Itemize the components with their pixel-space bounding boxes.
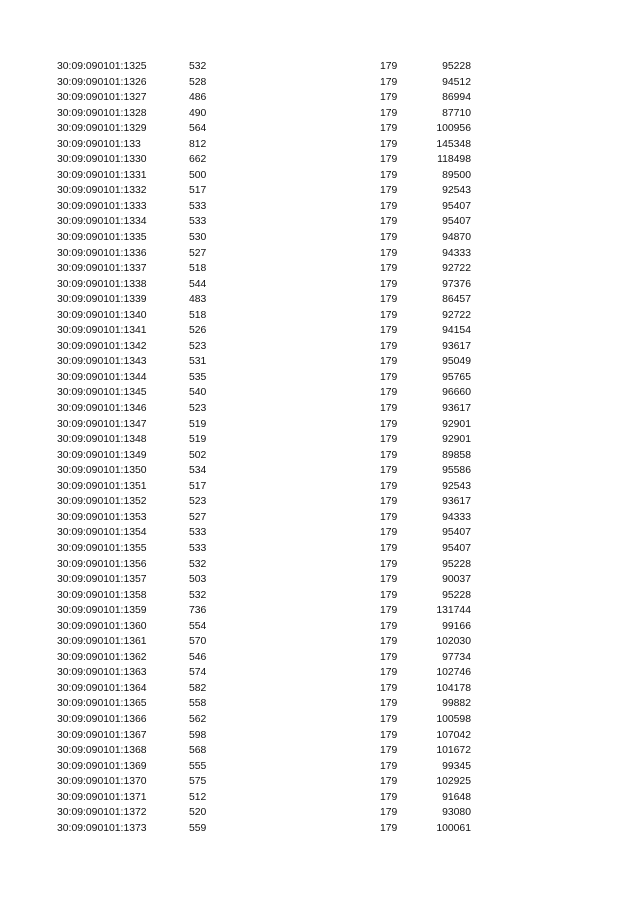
area-cell: 534 xyxy=(189,465,207,477)
table-row xyxy=(0,401,640,417)
area-cell: 533 xyxy=(189,527,207,539)
table-row xyxy=(0,246,640,262)
table-row xyxy=(0,308,640,324)
table-row xyxy=(0,354,640,370)
rate-cell: 179 xyxy=(380,154,398,166)
value-cell: 97376 xyxy=(442,278,471,290)
table-row xyxy=(0,106,640,122)
table-row xyxy=(0,821,640,837)
rate-cell: 179 xyxy=(380,791,398,803)
rate-cell: 179 xyxy=(380,480,398,492)
area-cell: 486 xyxy=(189,92,207,104)
table-row xyxy=(0,572,640,588)
rate-cell: 179 xyxy=(380,745,398,757)
table-row xyxy=(0,728,640,744)
value-cell: 101672 xyxy=(436,745,471,757)
area-cell: 570 xyxy=(189,636,207,648)
table-row xyxy=(0,510,640,526)
area-cell: 512 xyxy=(189,791,207,803)
rate-cell: 179 xyxy=(380,247,398,259)
table-row xyxy=(0,619,640,635)
rate-cell: 179 xyxy=(380,325,398,337)
area-cell: 558 xyxy=(189,698,207,710)
area-cell: 662 xyxy=(189,154,207,166)
rate-cell: 179 xyxy=(380,449,398,461)
rate-cell: 179 xyxy=(380,200,398,212)
table-row xyxy=(0,432,640,448)
area-cell: 500 xyxy=(189,169,207,181)
area-cell: 555 xyxy=(189,760,207,772)
cadastral-number-cell: 30:09:090101:1346 xyxy=(57,403,147,415)
cadastral-number-cell: 30:09:090101:1360 xyxy=(57,620,147,632)
value-cell: 99166 xyxy=(442,620,471,632)
area-cell: 517 xyxy=(189,185,207,197)
rate-cell: 179 xyxy=(380,371,398,383)
cadastral-number-cell: 30:09:090101:1327 xyxy=(57,92,147,104)
area-cell: 523 xyxy=(189,403,207,415)
cadastral-number-cell: 30:09:090101:1364 xyxy=(57,682,147,694)
value-cell: 94512 xyxy=(442,76,471,88)
value-cell: 95407 xyxy=(442,542,471,554)
table-row xyxy=(0,121,640,137)
area-cell: 568 xyxy=(189,745,207,757)
rate-cell: 179 xyxy=(380,185,398,197)
table-row xyxy=(0,339,640,355)
rate-cell: 179 xyxy=(380,620,398,632)
table-row xyxy=(0,137,640,153)
value-cell: 99882 xyxy=(442,698,471,710)
value-cell: 102030 xyxy=(436,636,471,648)
area-cell: 533 xyxy=(189,200,207,212)
cadastral-number-cell: 30:09:090101:133 xyxy=(57,138,141,150)
area-cell: 533 xyxy=(189,542,207,554)
table-row xyxy=(0,448,640,464)
cadastral-number-cell: 30:09:090101:1371 xyxy=(57,791,147,803)
rate-cell: 179 xyxy=(380,263,398,275)
area-cell: 582 xyxy=(189,682,207,694)
value-cell: 94870 xyxy=(442,232,471,244)
cadastral-number-cell: 30:09:090101:1356 xyxy=(57,558,147,570)
area-cell: 533 xyxy=(189,216,207,228)
rate-cell: 179 xyxy=(380,822,398,834)
cadastral-number-cell: 30:09:090101:1368 xyxy=(57,745,147,757)
area-cell: 530 xyxy=(189,232,207,244)
area-cell: 490 xyxy=(189,107,207,119)
table-row xyxy=(0,75,640,91)
cadastral-number-cell: 30:09:090101:1334 xyxy=(57,216,147,228)
cadastral-number-cell: 30:09:090101:1353 xyxy=(57,511,147,523)
rate-cell: 179 xyxy=(380,542,398,554)
rate-cell: 179 xyxy=(380,92,398,104)
table-row xyxy=(0,805,640,821)
cadastral-number-cell: 30:09:090101:1372 xyxy=(57,807,147,819)
table-row xyxy=(0,59,640,75)
rate-cell: 179 xyxy=(380,558,398,570)
table-row xyxy=(0,665,640,681)
value-cell: 92901 xyxy=(442,434,471,446)
value-cell: 95049 xyxy=(442,356,471,368)
value-cell: 93617 xyxy=(442,496,471,508)
value-cell: 94333 xyxy=(442,247,471,259)
table-row xyxy=(0,417,640,433)
area-cell: 562 xyxy=(189,713,207,725)
rate-cell: 179 xyxy=(380,511,398,523)
rate-cell: 179 xyxy=(380,605,398,617)
cadastral-number-cell: 30:09:090101:1373 xyxy=(57,822,147,834)
area-cell: 519 xyxy=(189,418,207,430)
value-cell: 100956 xyxy=(436,123,471,135)
cadastral-number-cell: 30:09:090101:1358 xyxy=(57,589,147,601)
value-cell: 118498 xyxy=(437,154,471,166)
cadastral-number-cell: 30:09:090101:1340 xyxy=(57,309,147,321)
table-row xyxy=(0,463,640,479)
table-row xyxy=(0,292,640,308)
area-cell: 540 xyxy=(189,387,207,399)
value-cell: 90037 xyxy=(442,574,471,586)
value-cell: 95407 xyxy=(442,200,471,212)
cadastral-number-cell: 30:09:090101:1363 xyxy=(57,667,147,679)
cadastral-number-cell: 30:09:090101:1359 xyxy=(57,605,147,617)
value-cell: 92901 xyxy=(442,418,471,430)
rate-cell: 179 xyxy=(380,356,398,368)
value-cell: 92543 xyxy=(442,480,471,492)
value-cell: 89500 xyxy=(442,169,471,181)
value-cell: 92722 xyxy=(442,309,471,321)
cadastral-number-cell: 30:09:090101:1338 xyxy=(57,278,147,290)
cadastral-number-cell: 30:09:090101:1331 xyxy=(57,169,147,181)
cadastral-number-cell: 30:09:090101:1349 xyxy=(57,449,147,461)
value-cell: 131744 xyxy=(436,605,471,617)
table-row xyxy=(0,277,640,293)
rate-cell: 179 xyxy=(380,667,398,679)
table-row xyxy=(0,588,640,604)
area-cell: 526 xyxy=(189,325,207,337)
rate-cell: 179 xyxy=(380,682,398,694)
value-cell: 95228 xyxy=(442,558,471,570)
table-row xyxy=(0,790,640,806)
table-row xyxy=(0,370,640,386)
value-cell: 93617 xyxy=(442,403,471,415)
value-cell: 94333 xyxy=(442,511,471,523)
rate-cell: 179 xyxy=(380,527,398,539)
area-cell: 503 xyxy=(189,574,207,586)
cadastral-number-cell: 30:09:090101:1329 xyxy=(57,123,147,135)
cadastral-number-cell: 30:09:090101:1341 xyxy=(57,325,147,337)
table-row xyxy=(0,90,640,106)
rate-cell: 179 xyxy=(380,776,398,788)
value-cell: 95228 xyxy=(442,589,471,601)
rate-cell: 179 xyxy=(380,636,398,648)
cadastral-number-cell: 30:09:090101:1355 xyxy=(57,542,147,554)
area-cell: 575 xyxy=(189,776,207,788)
value-cell: 145348 xyxy=(436,138,471,150)
cadastral-number-cell: 30:09:090101:1365 xyxy=(57,698,147,710)
cadastral-number-cell: 30:09:090101:1342 xyxy=(57,340,147,352)
value-cell: 86457 xyxy=(442,294,471,306)
cadastral-number-cell: 30:09:090101:1348 xyxy=(57,434,147,446)
rate-cell: 179 xyxy=(380,418,398,430)
table-row xyxy=(0,494,640,510)
rate-cell: 179 xyxy=(380,309,398,321)
rate-cell: 179 xyxy=(380,729,398,741)
table-row xyxy=(0,479,640,495)
rate-cell: 179 xyxy=(380,123,398,135)
value-cell: 92543 xyxy=(442,185,471,197)
value-cell: 100061 xyxy=(436,822,471,834)
area-cell: 532 xyxy=(189,558,207,570)
area-cell: 559 xyxy=(189,822,207,834)
area-cell: 736 xyxy=(189,605,207,617)
table-row xyxy=(0,214,640,230)
table-row xyxy=(0,681,640,697)
table-row xyxy=(0,557,640,573)
value-cell: 93080 xyxy=(442,807,471,819)
table-row xyxy=(0,385,640,401)
rate-cell: 179 xyxy=(380,760,398,772)
rate-cell: 179 xyxy=(380,216,398,228)
value-cell: 93617 xyxy=(442,340,471,352)
cadastral-number-cell: 30:09:090101:1345 xyxy=(57,387,147,399)
area-cell: 598 xyxy=(189,729,207,741)
rate-cell: 179 xyxy=(380,76,398,88)
rate-cell: 179 xyxy=(380,713,398,725)
value-cell: 96660 xyxy=(442,387,471,399)
area-cell: 523 xyxy=(189,496,207,508)
rate-cell: 179 xyxy=(380,169,398,181)
value-cell: 99345 xyxy=(442,760,471,772)
cadastral-number-cell: 30:09:090101:1332 xyxy=(57,185,147,197)
value-cell: 95765 xyxy=(442,371,471,383)
cadastral-number-cell: 30:09:090101:1328 xyxy=(57,107,147,119)
value-cell: 86994 xyxy=(442,92,471,104)
rate-cell: 179 xyxy=(380,232,398,244)
value-cell: 104178 xyxy=(436,682,471,694)
area-cell: 564 xyxy=(189,123,207,135)
table-row xyxy=(0,152,640,168)
table-row xyxy=(0,525,640,541)
table-row xyxy=(0,650,640,666)
cadastral-number-cell: 30:09:090101:1366 xyxy=(57,713,147,725)
value-cell: 107042 xyxy=(436,729,471,741)
cadastral-number-cell: 30:09:090101:1347 xyxy=(57,418,147,430)
rate-cell: 179 xyxy=(380,589,398,601)
area-cell: 532 xyxy=(189,589,207,601)
area-cell: 528 xyxy=(189,76,207,88)
cadastral-number-cell: 30:09:090101:1339 xyxy=(57,294,147,306)
cadastral-number-cell: 30:09:090101:1336 xyxy=(57,247,147,259)
value-cell: 87710 xyxy=(442,107,471,119)
rate-cell: 179 xyxy=(380,340,398,352)
area-cell: 532 xyxy=(189,61,207,72)
cadastral-number-cell: 30:09:090101:1343 xyxy=(57,356,147,368)
rate-cell: 179 xyxy=(380,278,398,290)
table-row xyxy=(0,199,640,215)
value-cell: 100598 xyxy=(436,713,471,725)
value-cell: 102925 xyxy=(436,776,471,788)
table-row xyxy=(0,712,640,728)
cadastral-number-cell: 30:09:090101:1337 xyxy=(57,263,147,275)
rate-cell: 179 xyxy=(380,698,398,710)
cadastral-number-cell: 30:09:090101:1326 xyxy=(57,76,147,88)
table-row xyxy=(0,759,640,775)
table-row xyxy=(0,183,640,199)
cadastral-number-cell: 30:09:090101:1335 xyxy=(57,232,147,244)
value-cell: 92722 xyxy=(442,263,471,275)
table-row xyxy=(0,634,640,650)
cadastral-number-cell: 30:09:090101:1361 xyxy=(57,636,147,648)
value-cell: 102746 xyxy=(436,667,471,679)
cadastral-number-cell: 30:09:090101:1367 xyxy=(57,729,147,741)
area-cell: 812 xyxy=(189,138,207,150)
value-cell: 91648 xyxy=(442,791,471,803)
rate-cell: 179 xyxy=(380,465,398,477)
area-cell: 523 xyxy=(189,340,207,352)
area-cell: 546 xyxy=(189,651,207,663)
value-cell: 97734 xyxy=(442,651,471,663)
area-cell: 518 xyxy=(189,263,207,275)
table-row xyxy=(0,696,640,712)
rate-cell: 179 xyxy=(380,403,398,415)
cadastral-number-cell: 30:09:090101:1369 xyxy=(57,760,147,772)
rate-cell: 179 xyxy=(380,574,398,586)
area-cell: 502 xyxy=(189,449,207,461)
cadastral-number-cell: 30:09:090101:1370 xyxy=(57,776,147,788)
table-row xyxy=(0,541,640,557)
rate-cell: 179 xyxy=(380,294,398,306)
table-row xyxy=(0,774,640,790)
area-cell: 519 xyxy=(189,434,207,446)
value-cell: 95228 xyxy=(442,61,471,72)
area-cell: 520 xyxy=(189,807,207,819)
cadastral-number-cell: 30:09:090101:1354 xyxy=(57,527,147,539)
table-row xyxy=(0,230,640,246)
value-cell: 95407 xyxy=(442,527,471,539)
rate-cell: 179 xyxy=(380,651,398,663)
table-row xyxy=(0,261,640,277)
rate-cell: 179 xyxy=(380,434,398,446)
cadastral-number-cell: 30:09:090101:1362 xyxy=(57,651,147,663)
rate-cell: 179 xyxy=(380,138,398,150)
rate-cell: 179 xyxy=(380,387,398,399)
area-cell: 531 xyxy=(189,356,207,368)
table-row xyxy=(0,168,640,184)
table-row xyxy=(0,323,640,339)
area-cell: 483 xyxy=(189,294,207,306)
value-cell: 95586 xyxy=(442,465,471,477)
area-cell: 518 xyxy=(189,309,207,321)
rate-cell: 179 xyxy=(380,496,398,508)
value-cell: 95407 xyxy=(442,216,471,228)
area-cell: 527 xyxy=(189,247,207,259)
area-cell: 544 xyxy=(189,278,207,290)
area-cell: 554 xyxy=(189,620,207,632)
area-cell: 527 xyxy=(189,511,207,523)
area-cell: 535 xyxy=(189,371,207,383)
cadastral-number-cell: 30:09:090101:1330 xyxy=(57,154,147,166)
table-row xyxy=(0,603,640,619)
area-cell: 574 xyxy=(189,667,207,679)
table-row xyxy=(0,743,640,759)
cadastral-number-cell: 30:09:090101:1325 xyxy=(57,61,147,72)
cadastral-number-cell: 30:09:090101:1333 xyxy=(57,200,147,212)
cadastral-number-cell: 30:09:090101:1351 xyxy=(57,480,147,492)
area-cell: 517 xyxy=(189,480,207,492)
value-cell: 94154 xyxy=(442,325,471,337)
value-cell: 89858 xyxy=(442,449,471,461)
cadastral-number-cell: 30:09:090101:1352 xyxy=(57,496,147,508)
cadastral-number-cell: 30:09:090101:1344 xyxy=(57,371,147,383)
cadastral-number-cell: 30:09:090101:1350 xyxy=(57,465,147,477)
cadastral-number-cell: 30:09:090101:1357 xyxy=(57,574,147,586)
rate-cell: 179 xyxy=(380,61,398,72)
rate-cell: 179 xyxy=(380,807,398,819)
spreadsheet-table xyxy=(0,59,640,836)
rate-cell: 179 xyxy=(380,107,398,119)
